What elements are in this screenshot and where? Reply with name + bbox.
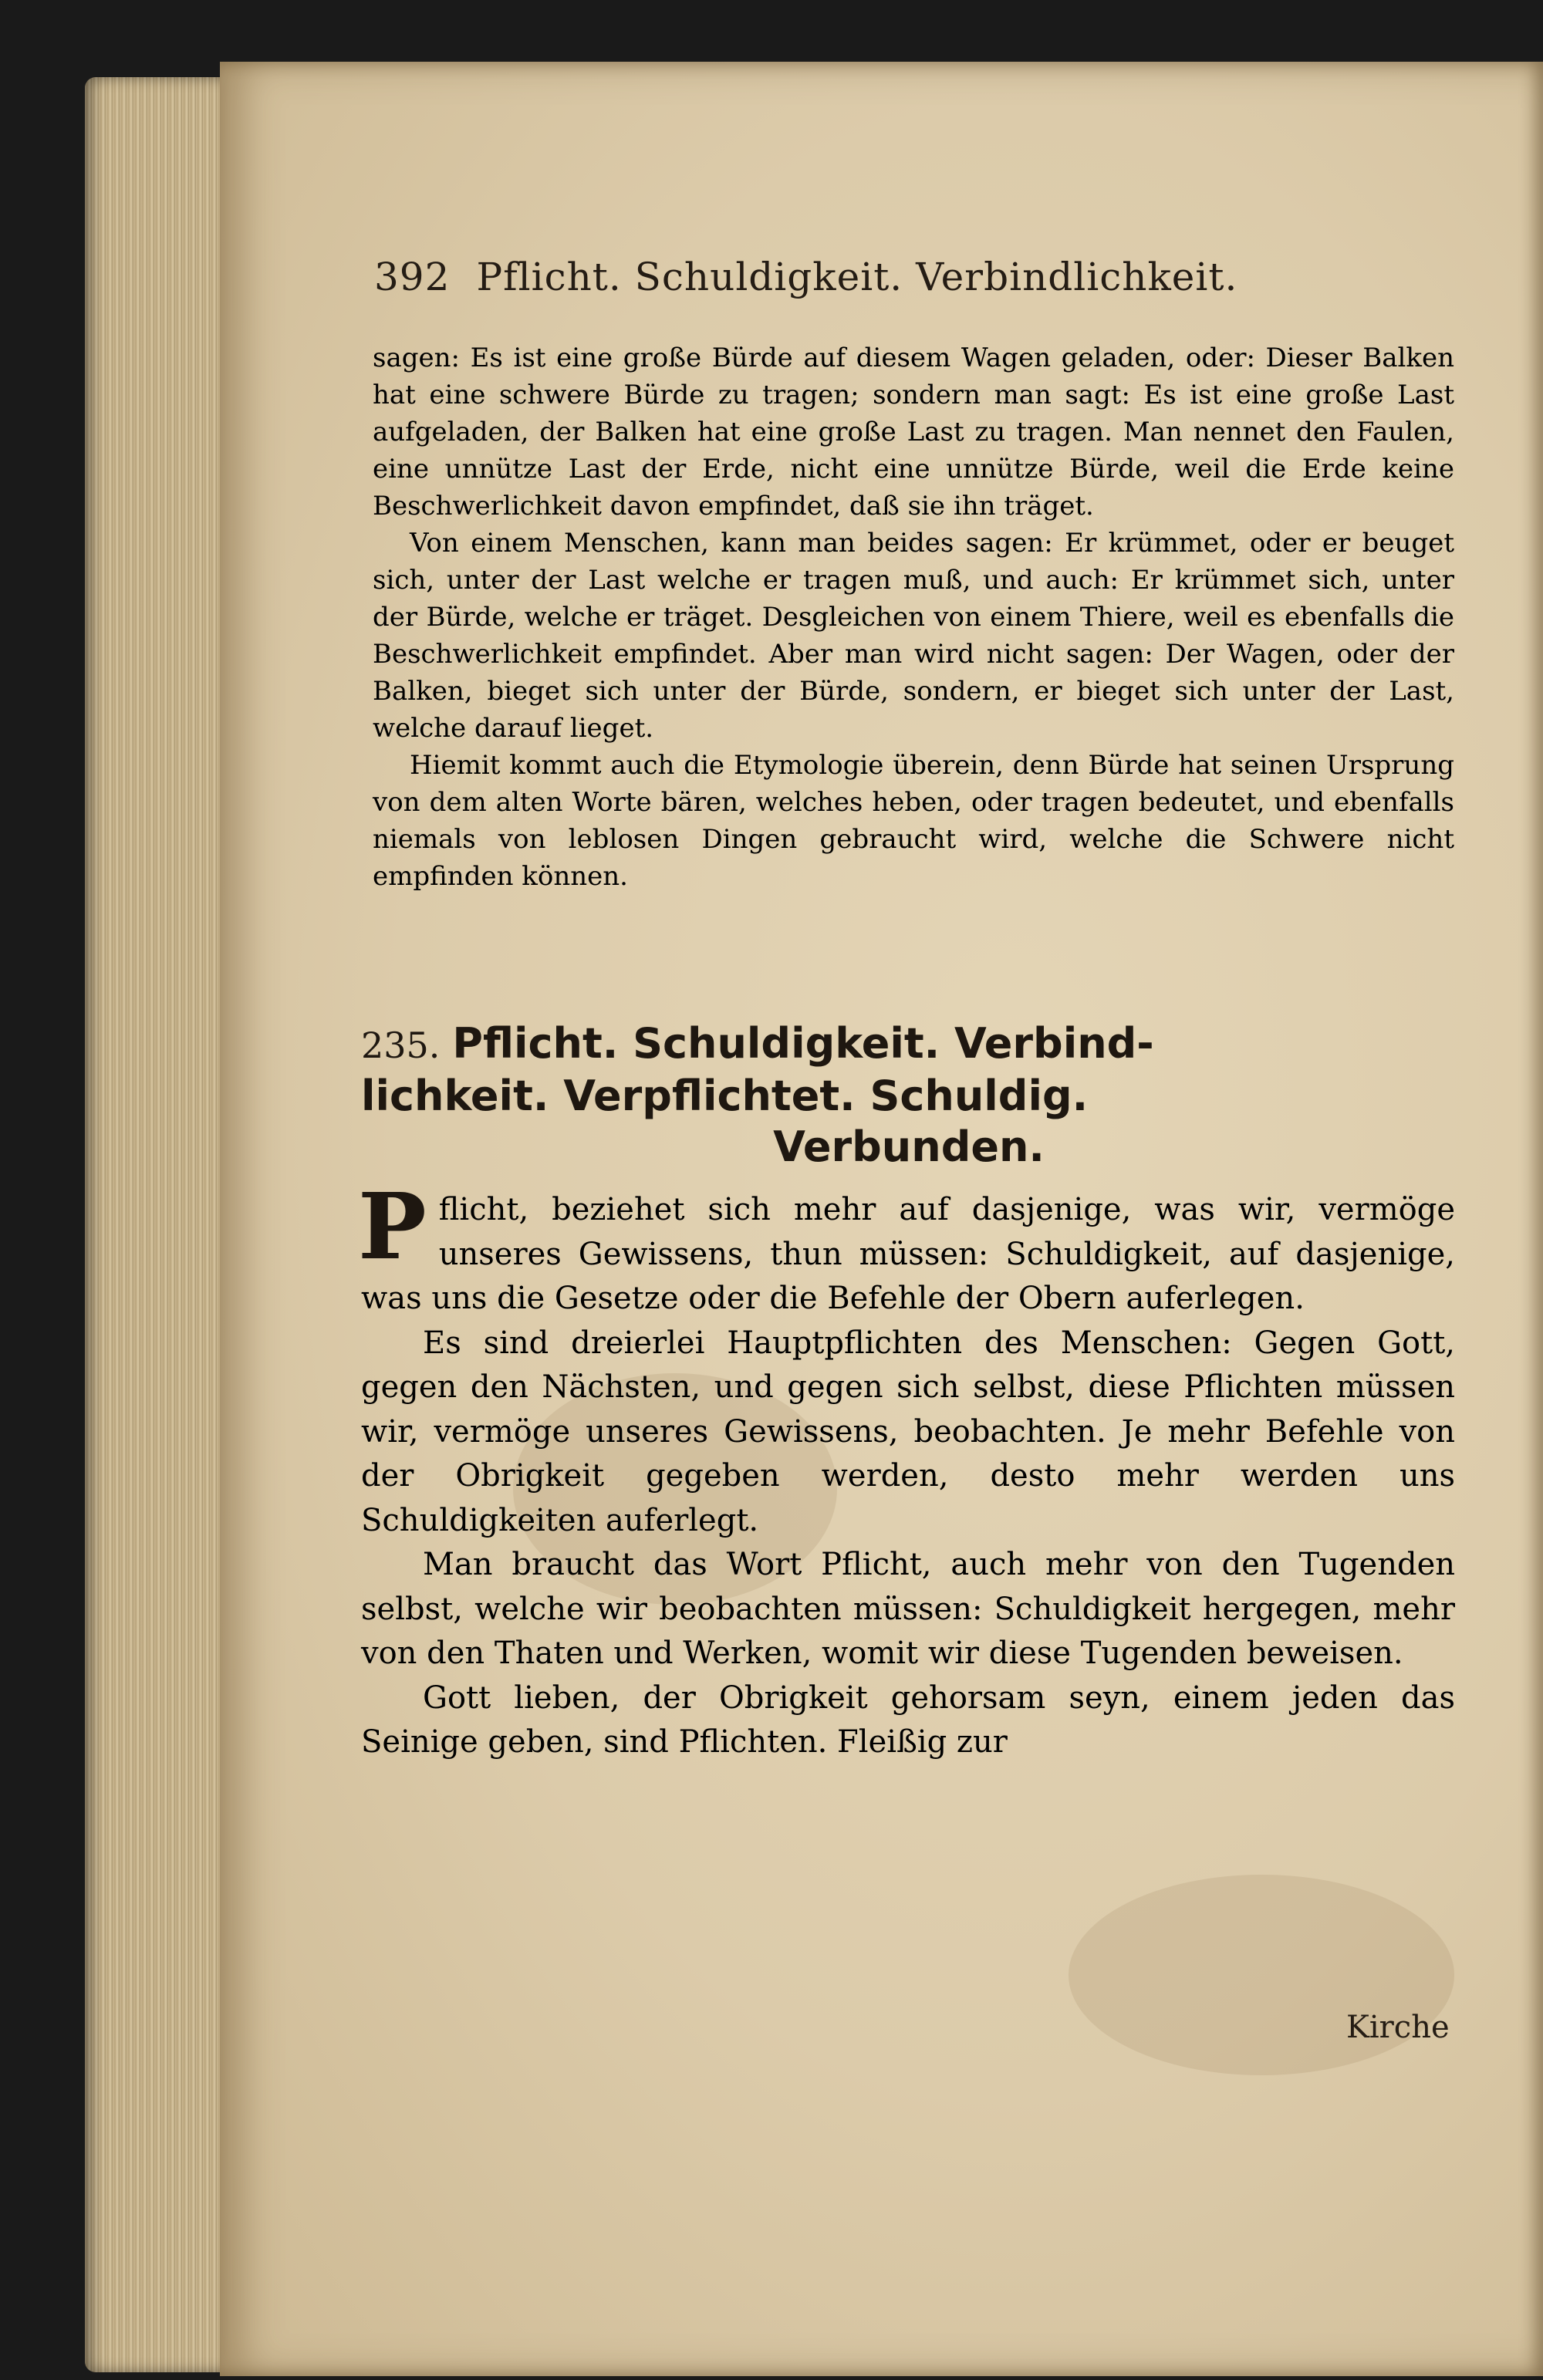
section-heading	[361, 1018, 1457, 1173]
continuation-paragraph: sagen: Es ist eine große Bürde auf diesem Wagen geladen, oder: Dieser Balken hat eine schwere Bürde zu tragen; sondern man sagt: Es ist eine große Last aufgeladen, der Balken hat eine große Last zu tragen. Man nennet den Faulen, eine unnütze Last der Erde, nicht eine unnütze Bürde, weil die Erde keine Beschwerlichkeit davon empfindet, daß sie ihn träget.	[373, 343, 1454, 522]
continuation-text	[373, 339, 1454, 895]
body-paragraph: Man braucht das Wort Pflicht, auch mehr von den Tugenden selbst, welche wir beobachten müssen: Schuldigkeit hergegen, mehr von den Thaten und Werken, womit wir diese Tugenden beweisen.	[361, 1547, 1455, 1671]
body-paragraph: Gott lieben, der Obrigkeit gehorsam seyn, einem jeden das Seinige geben, sind Pflichten. Fleißig zur	[361, 1680, 1455, 1760]
body-paragraph	[358, 1173, 1455, 1322]
drop-cap: P	[358, 1173, 427, 1280]
continuation-paragraph: Von einem Menschen, kann man beides sagen: Er krümmet, oder er beuget sich, unter der Last welche er tragen muß, und auch: Er krümmet sich, unter der Bürde, welche er träget. Desgleichen von einem Thiere, weil es ebenfalls die Beschwerlichkeit empfindet. Aber man wird nicht sagen: Der Wagen, oder der Balken, bieget sich unter der Bürde, sondern, er bieget sich unter der Last, welche darauf lieget.	[373, 528, 1454, 744]
section-number: 235.	[361, 1025, 441, 1066]
body-text	[358, 1173, 1455, 1765]
continuation-paragraph: Hiemit kommt auch die Etymologie überein, denn Bürde hat seinen Ursprung von dem alten Worte bären, welches heben, oder tragen bedeutet, und ebenfalls niemals von leblosen Dingen gebraucht wird, welche die Schwere nicht empfinden können.	[373, 750, 1454, 892]
body-paragraph-text: flicht, beziehet sich mehr auf dasjenige, was wir, vermöge unseres Gewissens, thun müssen: Schuldigkeit, auf dasjenige, was uns die Gesetze oder die Befehle der Obern auferlegen.	[361, 1192, 1455, 1316]
catchword: Kirche	[1346, 2010, 1450, 2045]
running-head	[374, 255, 1447, 309]
running-title: Pflicht. Schuldigkeit. Verbindlichkeit.	[476, 255, 1238, 299]
section-title-line2: lichkeit. Verpflichtet. Schuldig.	[361, 1072, 1089, 1120]
section-title-line3: Verbunden.	[773, 1122, 1045, 1171]
section-title-line1: Pflicht. Schuldigkeit. Verbind-	[452, 1019, 1154, 1068]
body-paragraph: Es sind dreierlei Hauptpflichten des Menschen: Gegen Gott, gegen den Nächsten, und gegen sich selbst, diese Pflichten müssen wir, vermöge unseres Gewissens, beobachten. Je mehr Befehle von der Obrigkeit gegeben werden, desto mehr werden uns Schuldigkeiten auferlegt.	[361, 1325, 1455, 1538]
page-number: 392	[374, 255, 451, 299]
stain	[1069, 1875, 1454, 2075]
